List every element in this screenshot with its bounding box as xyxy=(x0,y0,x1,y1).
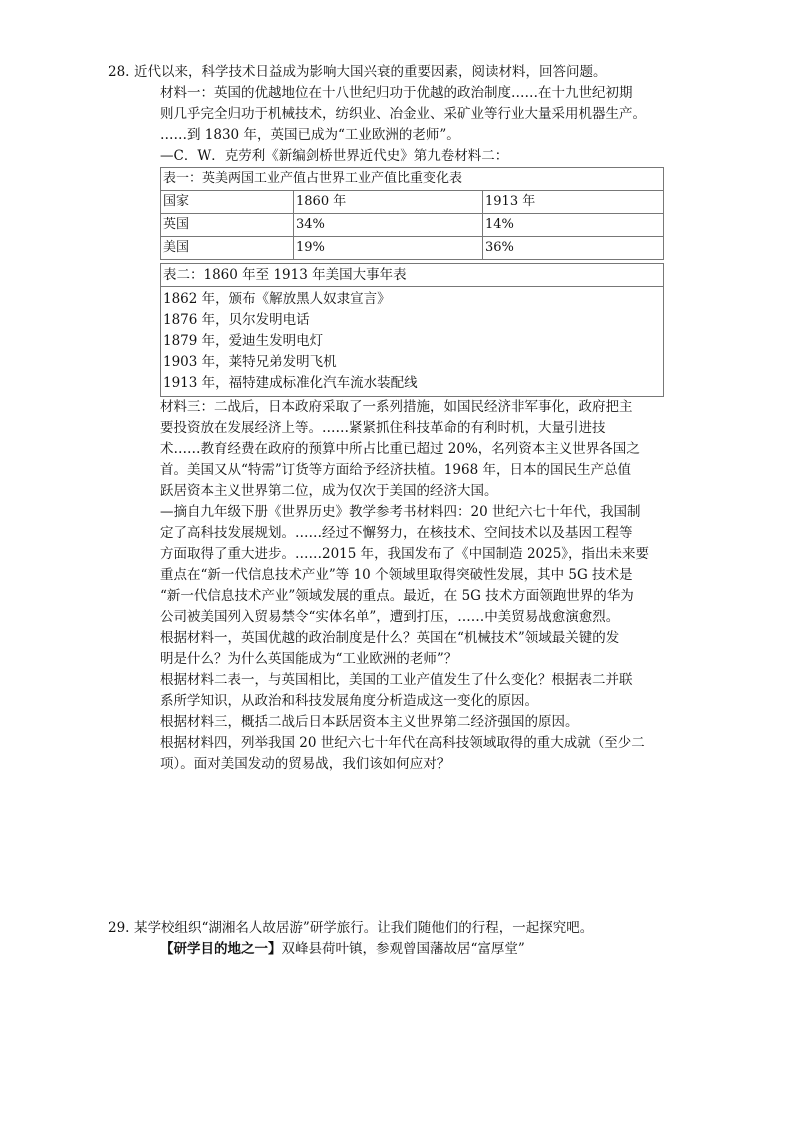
question-line: 根据材料四，列举我国 20 世纪六七十年代在高科技领域取得的重大成就（至少二 xyxy=(160,735,645,751)
table-cell: 19% xyxy=(294,237,483,260)
question-line: 根据材料二表一，与英国相比，美国的工业产值发生了什么变化？根据表二并联 xyxy=(160,672,633,688)
question-28-intro-line xyxy=(108,62,664,83)
question-29 xyxy=(108,918,664,960)
table-cell: 美国 xyxy=(161,237,294,260)
question-intro: 某学校组织“湖湘名人故居游”研学旅行。让我们随他们的行程，一起探究吧。 xyxy=(134,920,594,936)
table-row: 1913 年，福特建成标准化汽车流水装配线 xyxy=(163,375,418,391)
text-line: 要投资放在发展经济上等。……紧紧抓住科技革命的有利时机，大量引进技 xyxy=(160,420,606,436)
table-row: 1903 年，莱特兄弟发明飞机 xyxy=(163,354,337,370)
text-line: “新一代信息技术产业”领域发展的重点。最近，在 5G 技术方面领跑世界的华为 xyxy=(160,588,634,604)
text-line: —C．W．克劳利《新编剑桥世界近代史》第九卷材料二： xyxy=(160,148,509,164)
table-cell: 36% xyxy=(483,237,664,260)
material-1 xyxy=(134,83,664,167)
question-line: 根据材料一，英国优越的政治制度是什么？英国在“机械技术”领域最关键的发 xyxy=(160,630,620,646)
question-line: 明是什么？为什么英国能成为“工业欧洲的老师”？ xyxy=(160,651,458,667)
table-caption-row xyxy=(161,168,664,191)
text-line: 公司被美国列入贸易禁令“实体名单”，遭到打压，……中美贸易战愈演愈烈。 xyxy=(160,609,620,625)
text-line: 首。美国又从“特需”订货等方面给予经济扶植。1968 年，日本的国民生产总值 xyxy=(160,462,631,478)
table-1 xyxy=(160,167,664,397)
table-caption: 表二：1860 年至 1913 年美国大事年表 xyxy=(161,264,663,287)
table-header-row xyxy=(161,191,664,214)
text-line: 跃居资本主义世界第二位，成为仅次于美国的经济大国。 xyxy=(160,483,498,499)
table-cell: 英国 xyxy=(161,214,294,237)
table-row: 1879 年，爱迪生发明电灯 xyxy=(163,333,324,349)
table-row xyxy=(161,237,664,260)
question-number: 29. xyxy=(108,920,130,936)
table-row xyxy=(161,214,664,237)
question-number: 28. xyxy=(108,64,130,80)
text-line: 术……教育经费在政府的预算中所占比重已超过 20%，名列资本主义世界各国之 xyxy=(160,441,640,457)
text-line: 材料一：英国的优越地位在十八世纪归功于优越的政治制度……在十九世纪初期 xyxy=(160,85,633,101)
destination-label: 【研学目的地之一】 xyxy=(160,941,282,957)
text-line: ……到 1830 年，英国已成为“工业欧洲的老师”。 xyxy=(160,127,460,143)
table-caption: 表一：英美两国工业产值占世界工业产值比重变化表 xyxy=(161,168,664,191)
table-row: 1876 年，贝尔发明电话 xyxy=(163,312,310,328)
question-line: 系所学知识，从政治和科技发展角度分析造成这一变化的原因。 xyxy=(160,693,538,709)
table-header-cell: 国家 xyxy=(161,191,294,214)
destination-line xyxy=(134,939,664,960)
table-header-cell: 1860 年 xyxy=(294,191,483,214)
questions xyxy=(134,628,664,775)
table-row: 1862 年，颁布《解放黑人奴隶宣言》 xyxy=(163,291,391,307)
text-line: 定了高科技发展规划。……经过不懈努力，在核技术、空间技术以及基因工程等 xyxy=(160,525,633,541)
question-intro: 近代以来，科学技术日益成为影响大国兴衰的重要因素，阅读材料，回答问题。 xyxy=(134,64,607,80)
table-cell: 34% xyxy=(294,214,483,237)
question-line: 根据材料三，概括二战后日本跃居资本主义世界第二经济强国的原因。 xyxy=(160,714,579,730)
question-line: 项）。面对美国发动的贸易战，我们该如何应对？ xyxy=(160,756,451,772)
text-line: 重点在“新一代信息技术产业”等 10 个领域里取得突破性发展，其中 5G 技术是 xyxy=(160,567,633,583)
text-line: —摘自九年级下册《世界历史》教学参考书材料四：20 世纪六七十年代，我国制 xyxy=(160,504,641,520)
text-line: 材料三：二战后，日本政府采取了一系列措施，如国民经济非军事化，政府把主 xyxy=(160,399,633,415)
table-2 xyxy=(160,263,664,397)
table-cell: 14% xyxy=(483,214,664,237)
destination-text: 双峰县荷叶镇，参观曾国藩故居“富厚堂” xyxy=(281,941,525,957)
question-29-intro-line xyxy=(108,918,664,939)
question-28 xyxy=(108,62,664,775)
material-3-4 xyxy=(134,397,664,628)
table-header-cell: 1913 年 xyxy=(483,191,664,214)
text-line: 则几乎完全归功于机械技术，纺织业、冶金业、采矿业等行业大量采用机器生产。 xyxy=(160,106,646,122)
text-line: 方面取得了重大进步。……2015 年，我国发布了《中国制造 2025》，指出未来要 xyxy=(160,546,650,562)
